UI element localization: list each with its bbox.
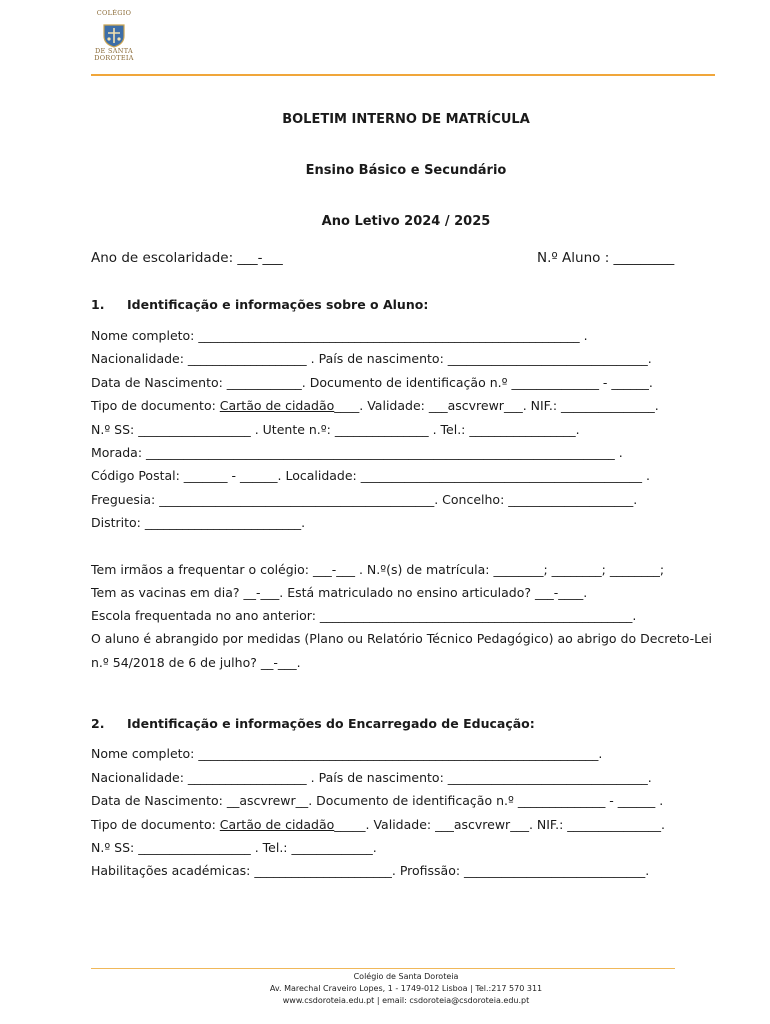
period: .: [583, 585, 588, 600]
ee-validade-label: _____. Validade:: [334, 817, 436, 832]
ensino-articulado-label: . Está matriculado no ensino articulado?: [279, 585, 535, 600]
irmaos-label: Tem irmãos a frequentar o colégio:: [91, 562, 313, 577]
tipo-documento-value[interactable]: Cartão de cidadão: [219, 398, 335, 413]
ee-nascimento-label: Data de Nascimento:: [91, 793, 227, 808]
irmaos-value[interactable]: ___-___: [313, 562, 356, 577]
header-divider: [91, 74, 715, 76]
aluno-ss-line[interactable]: N.º SS: __________________ . Utente n.º: _______________ . Tel.: _________________.: [91, 422, 580, 437]
aluno-nacionalidade-line[interactable]: Nacionalidade: ___________________ . País de nascimento: ________________________________.: [91, 351, 652, 366]
logo-bottom-text: [90, 48, 138, 62]
school-year: Ano Letivo 2024 / 2025: [321, 214, 491, 229]
irmaos-line: [91, 562, 664, 577]
section-1-title: Identificação e informações sobre o Aluno:: [127, 297, 429, 312]
aluno-morada-line[interactable]: Morada: ___________________________________________________________________________ .: [91, 445, 623, 460]
ee-validade-value[interactable]: ___ascvrewr___: [435, 817, 529, 832]
footer-school-name: Colégio de Santa Doroteia: [353, 972, 459, 981]
ee-nascimento-line: [91, 793, 663, 808]
nif-field[interactable]: . NIF.: _______________.: [522, 398, 659, 413]
numero-aluno-field: [537, 250, 674, 266]
aluno-distrito-line[interactable]: Distrito: _________________________.: [91, 515, 306, 530]
section-1-number: 1.: [91, 297, 105, 312]
validade-label: ____. Validade:: [334, 398, 429, 413]
ensino-articulado-value[interactable]: ___-____: [534, 585, 584, 600]
ee-nif-field[interactable]: . NIF.: _______________.: [528, 817, 666, 832]
footer-divider: [91, 968, 675, 969]
school-logo: [90, 10, 138, 66]
ee-tipo-documento-label: Tipo de documento:: [91, 817, 220, 832]
logo-line-1: DE SANTA: [95, 47, 133, 55]
form-title: BOLETIM INTERNO DE MATRÍCULA: [282, 112, 530, 127]
ee-nacionalidade-line[interactable]: Nacionalidade: ___________________ . País de nascimento: ________________________________.: [91, 770, 652, 785]
vacinas-value[interactable]: __-___: [243, 585, 280, 600]
tipo-documento-label: Tipo de documento:: [91, 398, 220, 413]
period: .: [296, 655, 301, 670]
decreto-value[interactable]: __-___: [260, 655, 297, 670]
ano-escolaridade-value[interactable]: ___-___: [237, 250, 283, 266]
ee-documento-field[interactable]: . Documento de identificação n.º ______________ - ______ .: [308, 793, 664, 808]
form-subtitle: Ensino Básico e Secundário: [305, 163, 507, 178]
ee-ss-line[interactable]: N.º SS: __________________ . Tel.: _____________.: [91, 840, 377, 855]
ee-nome-line[interactable]: Nome completo: ________________________________________________________________.: [91, 746, 603, 761]
logo-top-text: COLÉGIO: [96, 9, 132, 17]
section-2-title: Identificação e informações do Encarregado de Educação:: [127, 716, 535, 731]
validade-value[interactable]: ___ascvrewr___: [428, 398, 523, 413]
escola-anterior-line[interactable]: Escola frequentada no ano anterior: __________________________________________________.: [91, 608, 637, 623]
aluno-nome-line[interactable]: Nome completo: _____________________________________________________________ .: [91, 328, 588, 343]
matricula-numeros-field[interactable]: . N.º(s) de matrícula: ________; ________; ________;: [355, 562, 665, 577]
ano-escolaridade-label: Ano de escolaridade:: [91, 250, 238, 266]
aluno-freguesia-line[interactable]: Freguesia: ____________________________________________. Concelho: ____________________.: [91, 492, 638, 507]
ee-tipo-documento-line: [91, 817, 665, 832]
section-2-number: 2.: [91, 716, 105, 731]
aluno-nascimento-line[interactable]: Data de Nascimento: ____________. Documento de identificação n.º ______________ - ______.: [91, 375, 653, 390]
ano-escolaridade-field: [91, 250, 283, 266]
vacinas-line: [91, 585, 587, 600]
footer-contacts: www.csdoroteia.edu.pt | email: csdoroteia@csdoroteia.edu.pt: [282, 996, 530, 1005]
aluno-tipo-documento-line: [91, 398, 659, 413]
decreto-label: n.º 54/2018 de 6 de julho?: [91, 655, 261, 670]
ee-habilitacoes-line[interactable]: Habilitações académicas: ______________________. Profissão: _____________________________.: [91, 863, 650, 878]
logo-line-2: DOROTEIA: [94, 54, 134, 62]
section-2-heading: [91, 716, 535, 731]
numero-aluno-label: N.º Aluno :: [537, 250, 614, 266]
decreto-line: [91, 655, 301, 670]
section-1-heading: [91, 297, 428, 312]
aluno-codigo-postal-line[interactable]: Código Postal: _______ - ______. Localidade: _____________________________________________ .: [91, 468, 650, 483]
medidas-line: O aluno é abrangido por medidas (Plano ou Relatório Técnico Pedagógico) ao abrigo do Decreto-Lei: [91, 631, 713, 646]
footer-address: Av. Marechal Craveiro Lopes, 1 - 1749-012 Lisboa | Tel.:217 570 311: [269, 984, 543, 993]
vacinas-label: Tem as vacinas em dia?: [91, 585, 244, 600]
ee-tipo-documento-value[interactable]: Cartão de cidadão: [219, 817, 335, 832]
numero-aluno-value[interactable]: _________: [613, 250, 675, 266]
crest-icon: [102, 24, 126, 48]
ee-nascimento-value[interactable]: __ascvrewr__: [226, 793, 309, 808]
